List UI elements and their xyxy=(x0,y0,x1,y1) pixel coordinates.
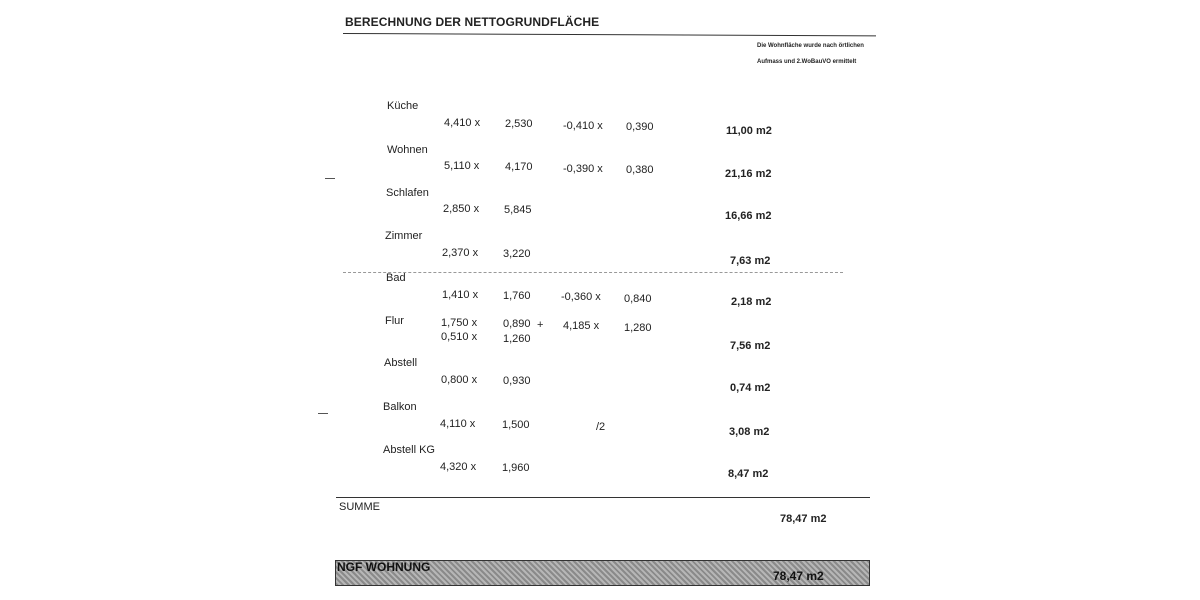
dim-c: -0,390 x xyxy=(563,163,603,175)
room-area: 11,00 m2 xyxy=(726,125,772,137)
room-name: Flur xyxy=(385,315,404,327)
room-area: 7,56 m2 xyxy=(730,340,771,352)
dim-a: 4,410 x xyxy=(444,117,481,129)
room-area: 3,08 m2 xyxy=(729,426,770,438)
dim-b: 5,845 xyxy=(504,204,532,216)
dim-a: 1,410 x xyxy=(442,289,479,301)
dim-a: 0,800 x xyxy=(441,374,478,386)
dim-c: 4,185 x xyxy=(563,320,600,332)
room-name: Schlafen xyxy=(386,187,429,199)
scan-speck xyxy=(325,178,335,179)
room-name: Bad xyxy=(386,272,406,284)
plus-sign: + xyxy=(537,319,544,331)
dim-c: -0,410 x xyxy=(563,120,603,132)
summary-label: SUMME xyxy=(339,501,380,513)
dim-c: -0,360 x xyxy=(561,291,601,303)
room-area: 8,47 m2 xyxy=(728,468,769,480)
dim-b: 3,220 xyxy=(503,248,531,260)
room-area: 2,18 m2 xyxy=(731,296,772,308)
summary-rule xyxy=(336,497,870,498)
dim-a: 2,850 x xyxy=(443,203,480,215)
dim-b: 1,960 xyxy=(502,462,530,474)
dim-a: 4,110 x xyxy=(440,418,476,430)
dim-d: 0,840 xyxy=(624,293,652,305)
title-rule xyxy=(343,33,876,36)
document-title: BERECHNUNG DER NETTOGRUNDFLÄCHE xyxy=(345,15,600,29)
dim-a: 4,320 x xyxy=(440,461,477,473)
dim-b: 2,530 xyxy=(505,118,533,130)
note-line-2: Aufmass und 2.WoBauVO ermittelt xyxy=(757,59,857,65)
ngf-value: 78,47 m2 xyxy=(773,569,824,583)
dim-b: 1,500 xyxy=(502,419,530,431)
room-name: Küche xyxy=(387,100,419,112)
room-name: Balkon xyxy=(383,401,417,413)
summary-value: 78,47 m2 xyxy=(780,513,827,525)
divide-two: /2 xyxy=(596,421,606,433)
page-break-rule xyxy=(343,272,843,273)
scan-speck xyxy=(318,413,328,414)
room-area: 21,16 m2 xyxy=(725,168,772,180)
dim-a: 0,510 x xyxy=(441,331,478,343)
dim-d: 0,390 xyxy=(626,121,654,133)
dim-a: 5,110 x xyxy=(444,160,480,172)
room-area: 0,74 m2 xyxy=(730,382,771,394)
dim-b: 1,260 xyxy=(503,333,531,345)
room-name: Wohnen xyxy=(387,144,428,156)
room-name: Abstell KG xyxy=(383,444,435,456)
room-area: 16,66 m2 xyxy=(725,210,772,222)
room-name: Abstell xyxy=(384,357,418,369)
dim-b: 1,760 xyxy=(503,290,531,302)
dim-a: 2,370 x xyxy=(442,247,479,259)
dim-d: 1,280 xyxy=(624,322,652,334)
room-name: Zimmer xyxy=(385,230,423,242)
dim-d: 0,380 xyxy=(626,164,654,176)
ngf-label: NGF WOHNUNG xyxy=(337,560,431,574)
room-area: 7,63 m2 xyxy=(730,255,771,267)
dim-b: 0,930 xyxy=(503,375,531,387)
note-line-1: Die Wohnfläche wurde nach örtlichen xyxy=(757,43,864,49)
dim-b: 4,170 xyxy=(505,161,533,173)
dim-a: 1,750 x xyxy=(441,317,478,329)
dim-b: 0,890 xyxy=(503,318,531,330)
